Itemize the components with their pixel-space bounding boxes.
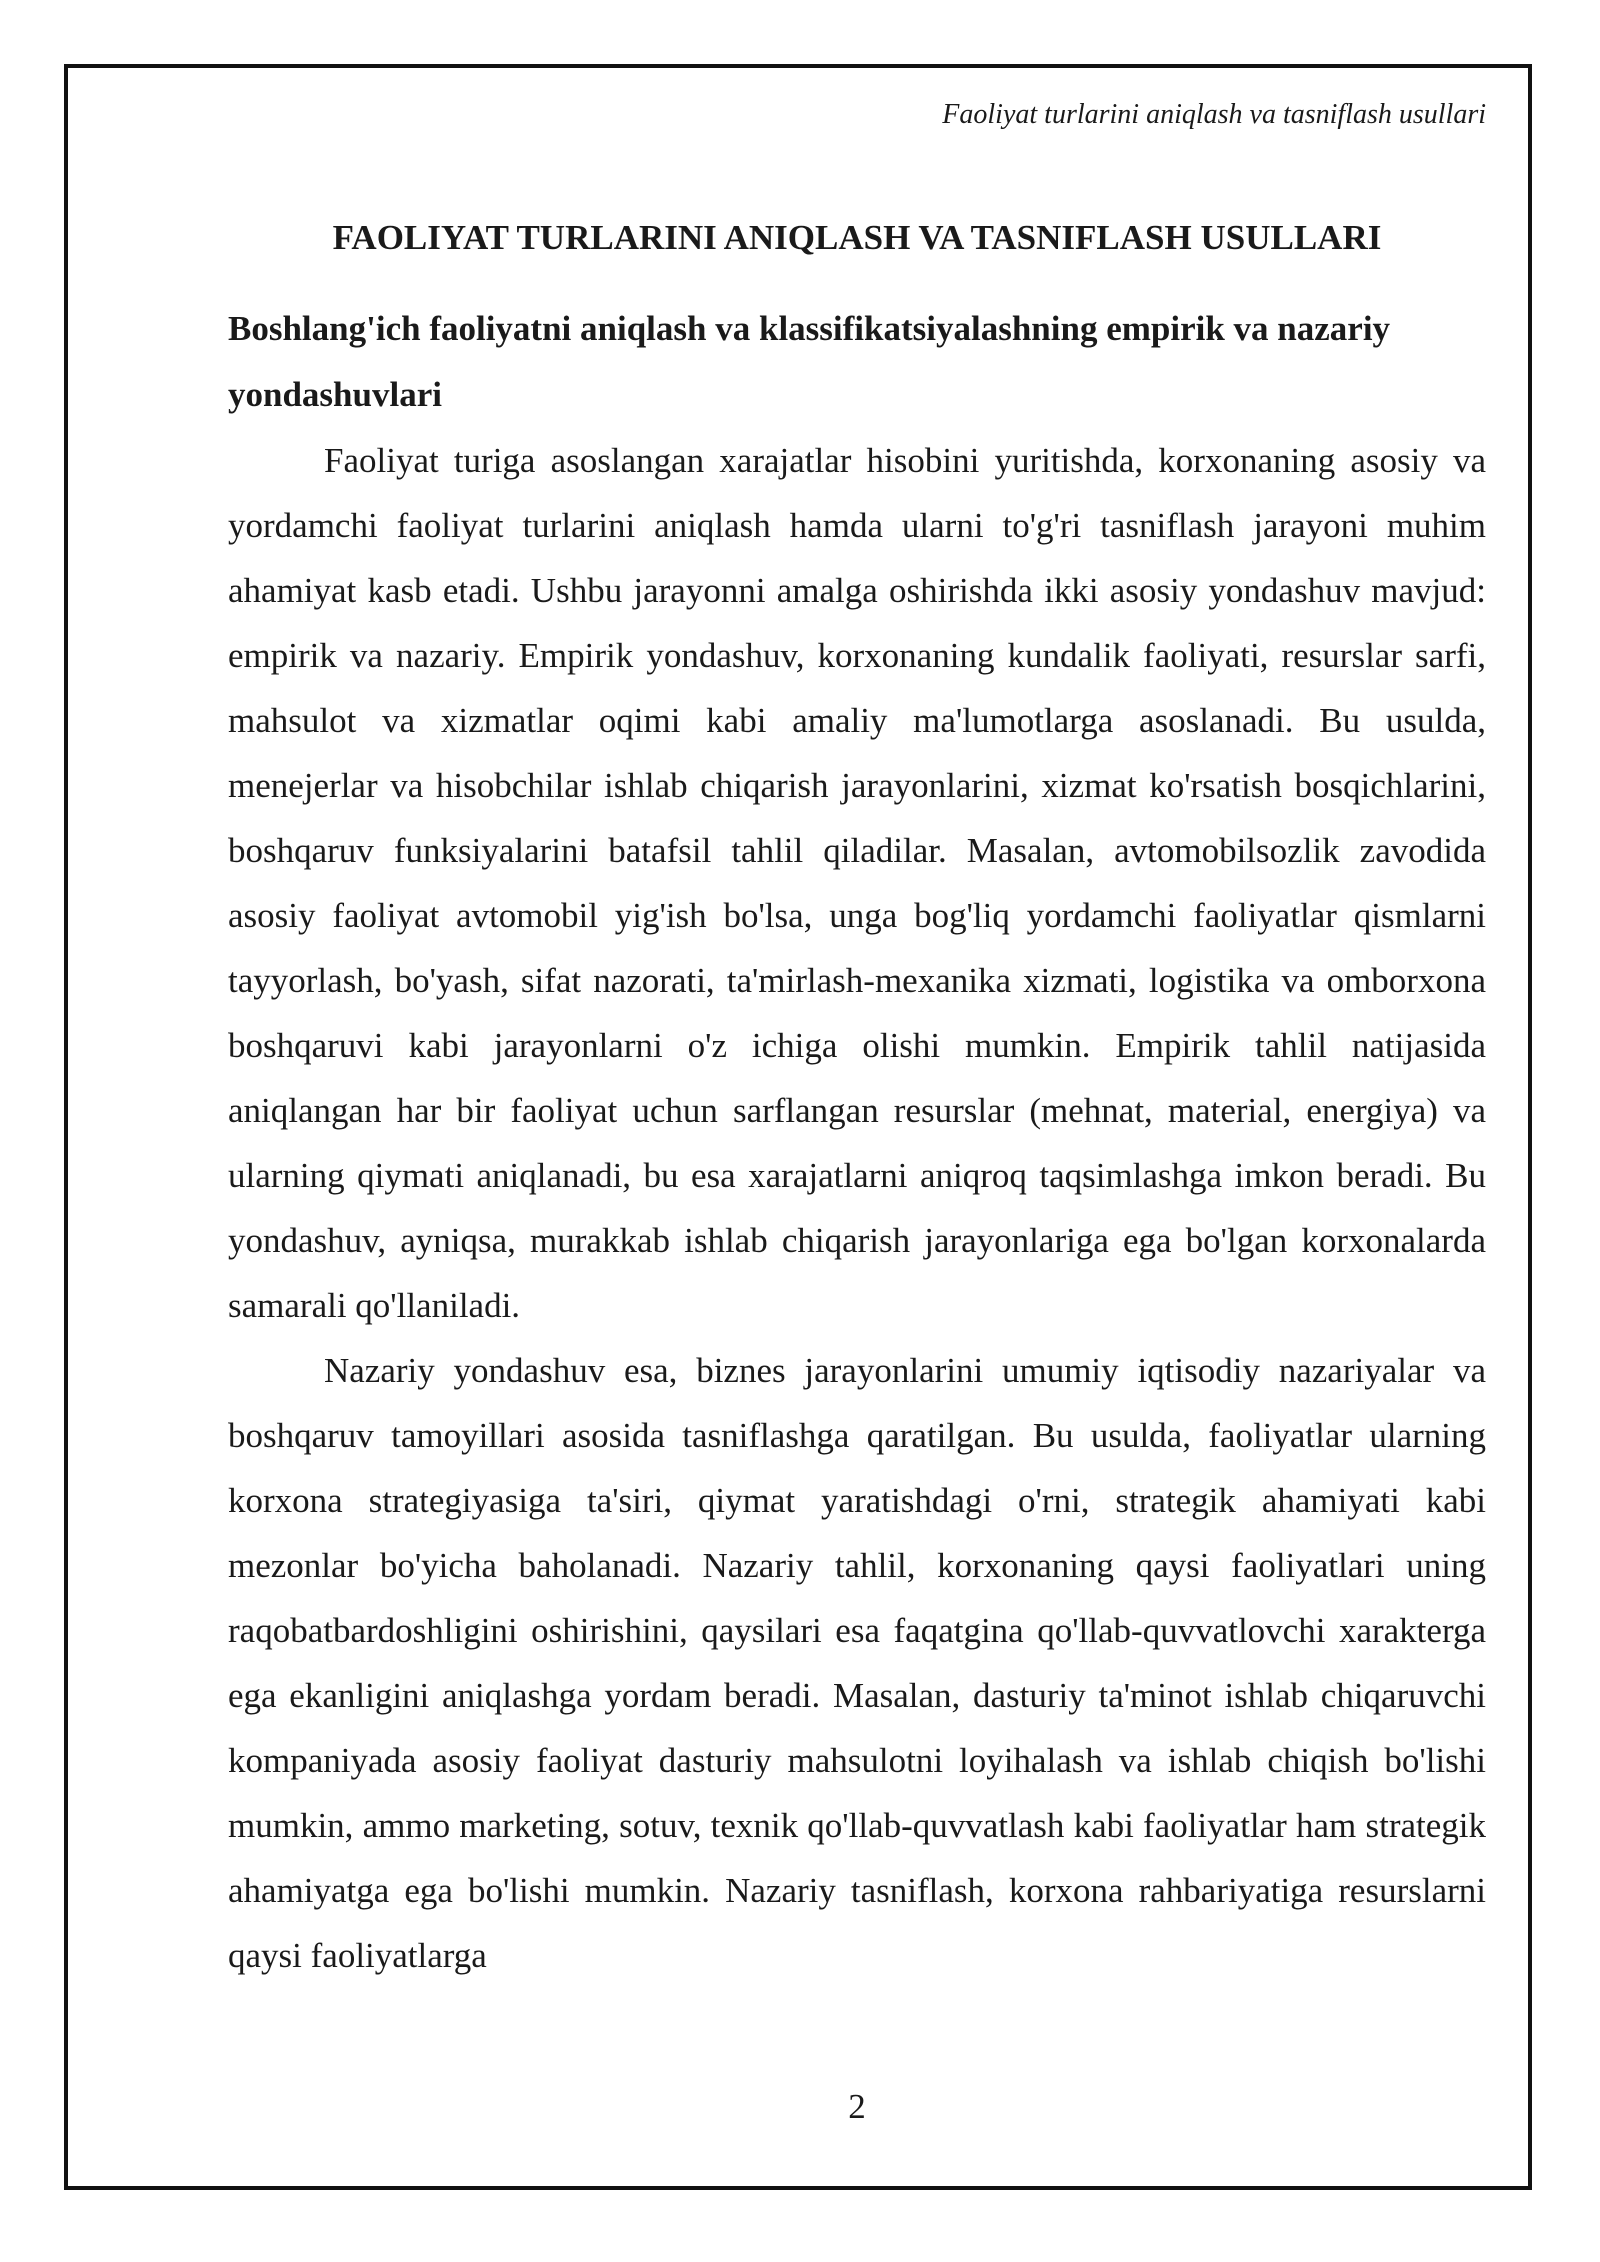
paragraph-empirical-approach: Faoliyat turiga asoslangan xarajatlar hisobini yuritishda, korxonaning asosiy va yordamchi faoliyat turlarini aniqlash hamda ularni to'g'ri tasniflash jarayoni muhim ahamiyat kasb etadi. Ushbu jarayonni amalga oshirishda ikki asosiy yondashuv mavjud: empirik va nazariy. Empirik yondashuv, korxonaning kundalik faoliyati, resurslar sarfi, mahsulot va xizmatlar oqimi kabi amaliy ma'lumotlarga asoslanadi. Bu usulda, menejerlar va hisobchilar ishlab chiqarish jarayonlarini, xizmat ko'rsatish bosqichlarini, boshqaruv funksiyalarini batafsil tahlil qiladilar. Masalan, avtomobilsozlik zavodida asosiy faoliyat avtomobil yig'ish bo'lsa, unga bog'liq yordamchi faoliyatlar qismlarni tayyorlash, bo'yash, sifat nazorati, ta'mirlash-mexanika xizmati, logistika va omborxona boshqaruvi kabi jarayonlarni o'z ichiga olishi mumkin. Empirik tahlil natijasida aniqlangan har bir faoliyat uchun sarflangan resurslar (mehnat, material, energiya) va ularning qiymati aniqlanadi, bu esa xarajatlarni aniqroq taqsimlashga imkon beradi. Bu yondashuv, ayniqsa, murakkab ishlab chiqarish jarayonlariga ega bo'lgan korxonalarda samarali qo'llaniladi.	[228, 441, 1486, 1325]
page-number: 2	[848, 2087, 866, 2126]
section-heading: Boshlang'ich faoliyatni aniqlash va klassifikatsiyalashning empirik va nazariy yondashuvlari	[228, 309, 1391, 414]
document-body	[228, 206, 1486, 1988]
paragraph-theoretical-approach: Nazariy yondashuv esa, biznes jarayonlarini umumiy iqtisodiy nazariyalar va boshqaruv tamoyillari asosida tasniflashga qaratilgan. Bu usulda, faoliyatlar ularning korxona strategiyasiga ta'siri, qiymat yaratishdagi o'rni, strategik ahamiyati kabi mezonlar bo'yicha baholanadi. Nazariy tahlil, korxonaning qaysi faoliyatlari uning raqobatbardoshligini oshirishini, qaysilari esa faqatgina qo'llab-quvvatlovchi xarakterga ega ekanligini aniqlashga yordam beradi. Masalan, dasturiy ta'minot ishlab chiqaruvchi kompaniyada asosiy faoliyat dasturiy mahsulotni loyihalash va ishlab chiqish bo'lishi mumkin, ammo marketing, sotuv, texnik qo'llab-quvvatlash kabi faoliyatlar ham strategik ahamiyatga ega bo'lishi mumkin. Nazariy tasniflash, korxona rahbariyatiga resurslarni qaysi faoliyatlarga	[228, 1351, 1486, 1975]
document-title: FAOLIYAT TURLARINI ANIQLASH VA TASNIFLASH USULLARI	[332, 218, 1382, 257]
running-header: Faoliyat turlarini aniqlash va tasniflash usullari	[942, 99, 1486, 130]
